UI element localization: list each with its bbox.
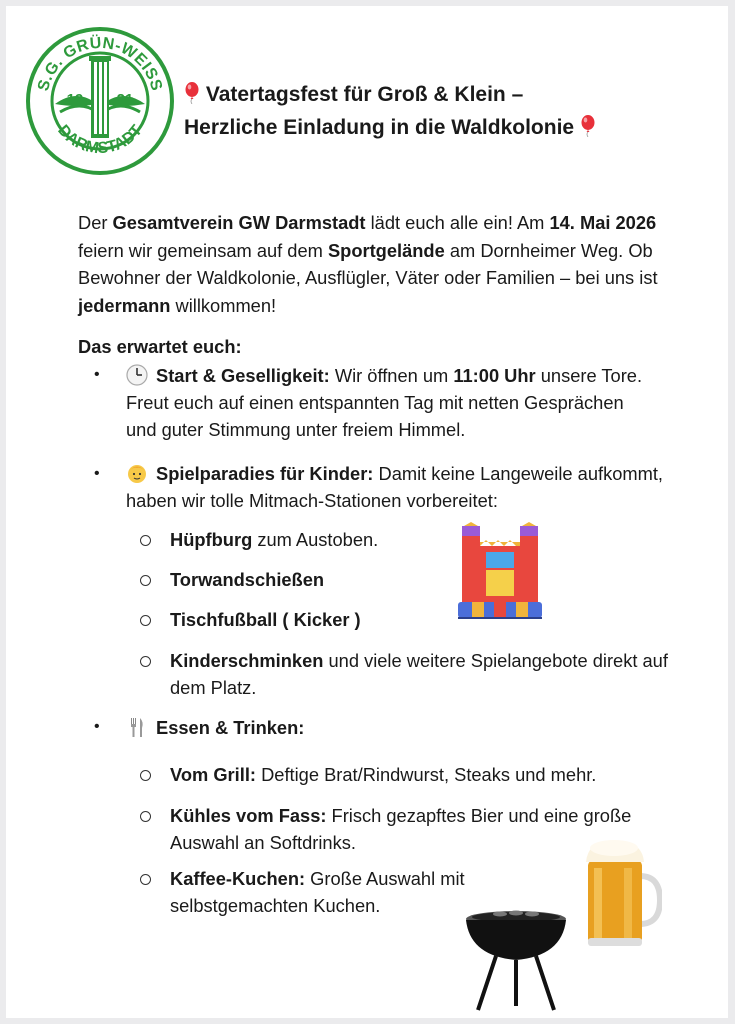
food-item-grill: Vom Grill: Deftige Brat/Rindwurst, Steaks und mehr. <box>170 764 597 785</box>
fork-knife-icon <box>126 716 148 738</box>
bullet-start: Start & Geselligkeit: Wir öffnen um 11:00 Uhr unsere Tore. Freut euch auf einen entspannten Tag mit netten Gesprächen und guter Stimmung unter freiem Himmel. <box>126 365 643 440</box>
sub-bullet-marker <box>140 770 151 781</box>
bullet-marker: • <box>94 465 100 482</box>
grill-image <box>460 906 572 1014</box>
event-title <box>184 78 724 144</box>
section-heading: Das erwartet euch: <box>78 336 242 357</box>
bullet-marker: • <box>94 366 100 383</box>
event-date: 14. Mai 2026 <box>549 212 657 233</box>
sub-bullet-marker <box>140 535 151 546</box>
clock-icon <box>126 364 148 386</box>
logo-ring-bottom-text: DARMSTADT <box>54 122 146 158</box>
bullet-marker: • <box>94 718 100 735</box>
club-name: Gesamtverein GW Darmstadt <box>112 212 366 233</box>
beer-mug-image <box>584 838 662 948</box>
kids-item-torwand: Torwandschießen <box>170 569 325 590</box>
sub-bullet-marker <box>140 615 151 626</box>
sub-bullet-marker <box>140 811 151 822</box>
intro-paragraph: Der Gesamtverein GW Darmstadt lädt euch alle ein! Am 14. Mai 2026 feiern wir gemeinsam auf dem Sportgelände am Dornheimer Weg. Ob Bewohner der Waldkolonie, Ausflügler, Väter oder Familien – bei uns ist jedermann willkommen! <box>78 212 658 316</box>
sub-bullet-marker <box>140 575 151 586</box>
club-logo <box>25 26 175 176</box>
venue: Sportgelände <box>327 239 445 261</box>
sub-bullet-marker <box>140 874 151 885</box>
bouncy-castle-image <box>458 522 542 624</box>
sub-bullet-marker <box>140 656 151 667</box>
kids-item-huepfburg: Hüpfburg zum Austoben. <box>170 529 379 550</box>
bullet-kids: Spielparadies für Kinder: Damit keine Langeweile aufkommt, haben wir tolle Mitmach-Stationen vorbereitet: <box>126 463 663 511</box>
balloon-icon <box>184 82 200 104</box>
kids-item-kicker: Tischfußball ( Kicker ) <box>170 609 361 630</box>
food-item-fass: Kühles vom Fass: Frisch gezapftes Bier und eine große Auswahl an Softdrinks. <box>170 805 632 853</box>
logo-year-right: 21 <box>116 91 134 108</box>
balloon-icon <box>580 115 596 137</box>
title-line1: Vatertagsfest für Groß & Klein – <box>205 83 524 106</box>
child-icon <box>126 462 148 484</box>
kids-item-schminken: Kinderschminken und viele weitere Spielangebote direkt auf dem Platz. <box>170 650 668 698</box>
logo-ring-top-text: S.G. GRÜN-WEISS <box>34 34 166 94</box>
title-line2: Herzliche Einladung in die Waldkolonie <box>184 116 575 139</box>
logo-year-left: 19 <box>66 91 84 108</box>
food-item-kuchen: Kaffee-Kuchen: Große Auswahl mit selbstgemachten Kuchen. <box>170 868 465 916</box>
flyer-page <box>6 6 728 1018</box>
bullet-food: Essen & Trinken: <box>126 714 304 741</box>
